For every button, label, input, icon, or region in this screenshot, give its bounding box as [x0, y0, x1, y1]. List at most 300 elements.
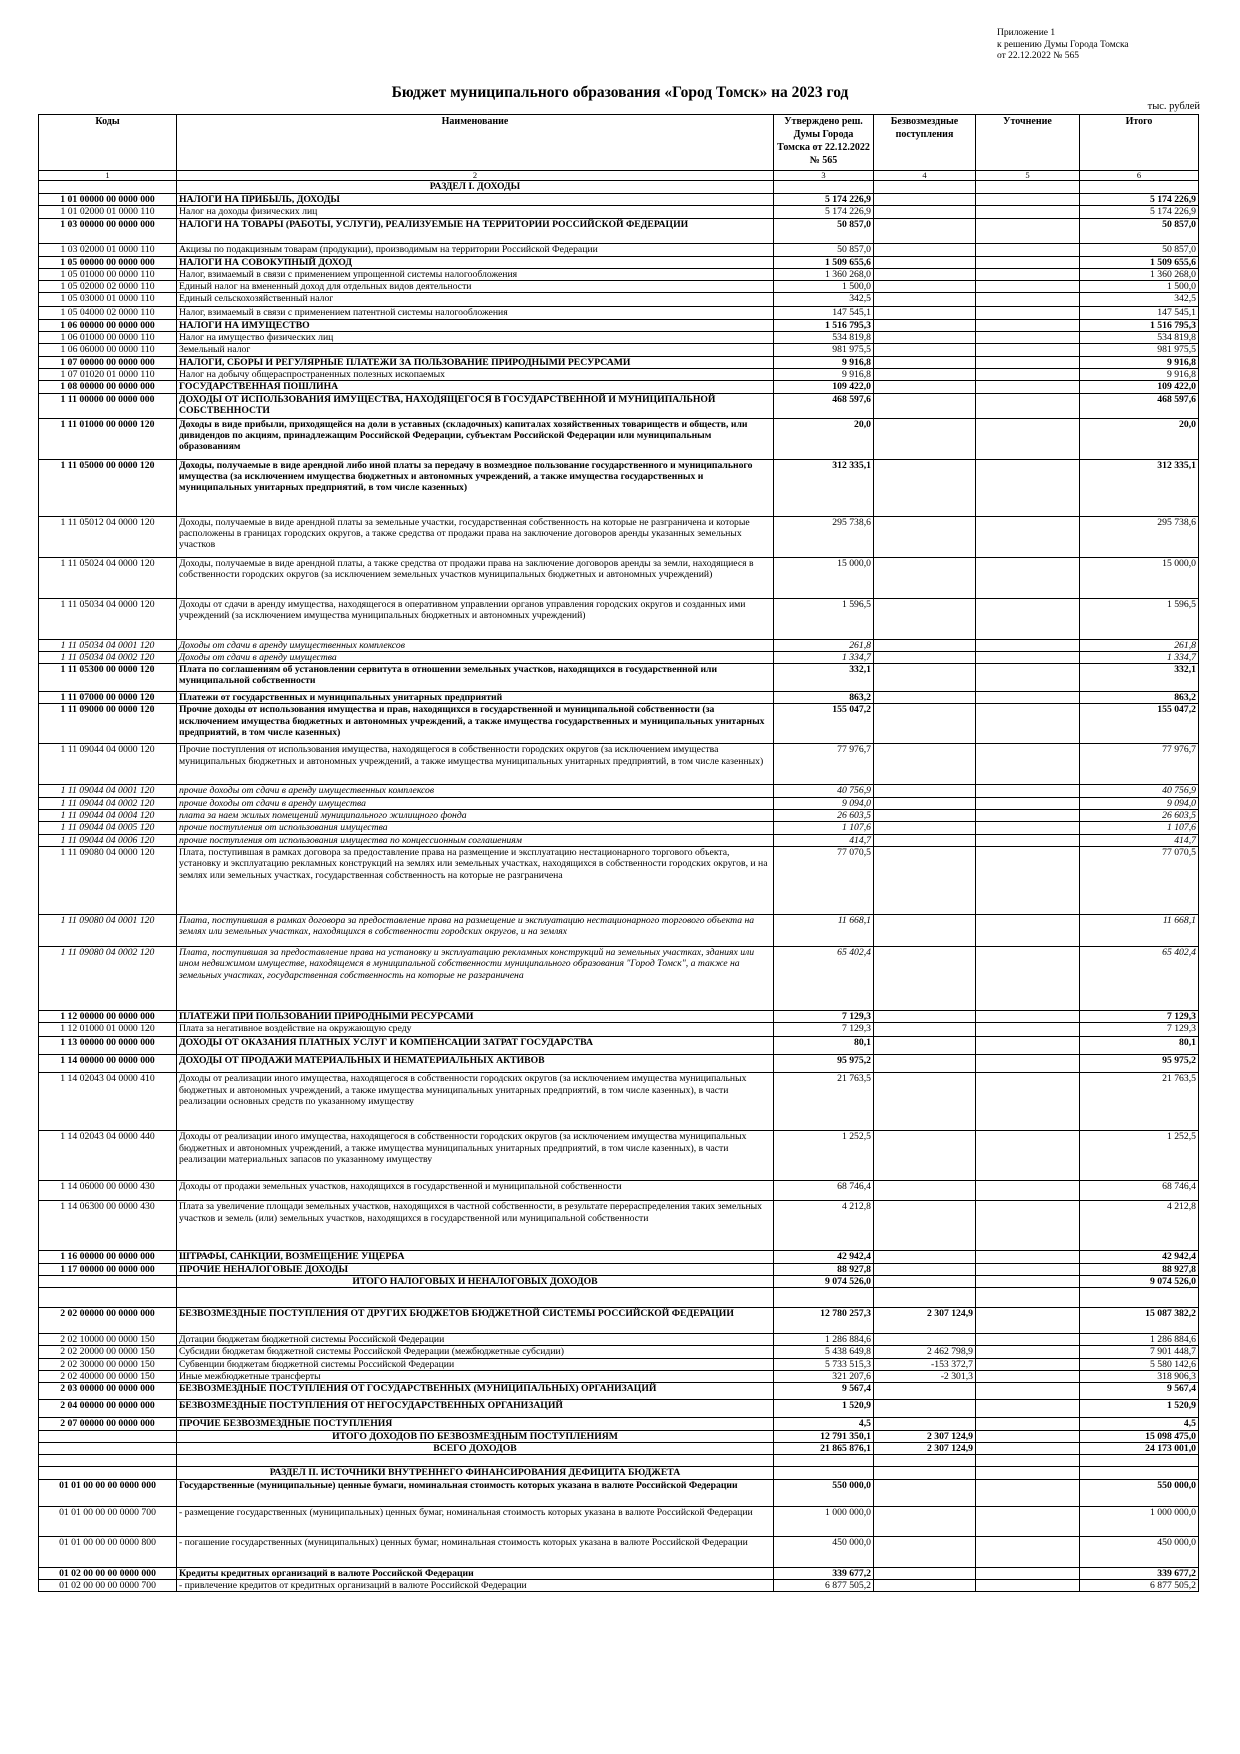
total-cell: 95 975,2 — [1080, 1055, 1199, 1073]
total-cell — [1080, 181, 1199, 194]
gratuitous-cell — [874, 797, 976, 809]
name-cell: ШТРАФЫ, САНКЦИИ, ВОЗМЕЩЕНИЕ УЩЕРБА — [177, 1251, 774, 1263]
approved-cell: 5 174 226,9 — [774, 194, 874, 206]
clarification-cell — [976, 1358, 1080, 1370]
table-row — [39, 218, 1199, 243]
clarification-cell — [976, 914, 1080, 946]
empty-cell — [1080, 1288, 1199, 1308]
total-cell: 4 212,8 — [1080, 1201, 1199, 1251]
empty-cell — [774, 1288, 874, 1308]
approved-cell: 550 000,0 — [774, 1479, 874, 1506]
table-row — [39, 1567, 1199, 1579]
table-row — [39, 692, 1199, 704]
code-cell: 1 05 03000 01 0000 110 — [39, 293, 177, 307]
name-cell: Доходы в виде прибыли, приходящейся на доли в уставных (складочных) капиталах хозяйственных товариществ и обществ, или дивидендов по акциям, принадлежащим Российской Федерации, субъектам Российской Федерации или муниципальным образованиям — [177, 418, 774, 459]
clarification-cell — [976, 206, 1080, 218]
code-cell: 1 14 06300 00 0000 430 — [39, 1201, 177, 1251]
code-cell: 1 11 01000 00 0000 120 — [39, 418, 177, 459]
name-cell: - размещение государственных (муниципальных) ценных бумаг, номинальная стоимость которых указана в валюте Российской Федерации — [177, 1506, 774, 1536]
code-cell: 1 05 00000 00 0000 000 — [39, 256, 177, 268]
clarification-cell — [976, 1567, 1080, 1579]
name-cell: Доходы от сдачи в аренду имущества — [177, 651, 774, 663]
name-cell: ПРОЧИЕ НЕНАЛОГОВЫЕ ДОХОДЫ — [177, 1263, 774, 1275]
name-cell: ГОСУДАРСТВЕННАЯ ПОШЛИНА — [177, 381, 774, 393]
spacer-row — [39, 1455, 1199, 1467]
code-cell: 1 11 09044 04 0005 120 — [39, 822, 177, 834]
total-cell: 534 819,8 — [1080, 332, 1199, 344]
total-cell: 261,8 — [1080, 639, 1199, 651]
gratuitous-cell — [874, 1023, 976, 1037]
clarification-cell — [976, 256, 1080, 268]
table-row — [39, 1479, 1199, 1506]
code-cell: 1 11 09044 04 0004 120 — [39, 810, 177, 822]
name-cell: ДОХОДЫ ОТ ИСПОЛЬЗОВАНИЯ ИМУЩЕСТВА, НАХОДЯЩЕГОСЯ В ГОСУДАРСТВЕННОЙ И МУНИЦИПАЛЬНОЙ СОБСТВЕННОСТИ — [177, 393, 774, 418]
approved-cell: 155 047,2 — [774, 704, 874, 744]
section-header-row — [39, 1467, 1199, 1479]
clarification-cell — [976, 1579, 1080, 1591]
code-cell: 01 02 00 00 00 0000 700 — [39, 1579, 177, 1591]
name-cell: Плата, поступившая в рамках договора за предоставление права на размещение и эксплуатацию нестационарного торгового объекта, установку и эксплуатацию рекламных конструкций на землях или земельных участках, находящихся в собственности городских округов, и на землях или земельных участках, государственная собственность на которые не разграничена — [177, 846, 774, 914]
clarification-cell — [976, 268, 1080, 280]
approved-cell: 863,2 — [774, 692, 874, 704]
table-row — [39, 651, 1199, 663]
clarification-cell — [976, 1430, 1080, 1442]
spacer-row — [39, 1288, 1199, 1308]
name-cell: Единый сельскохозяйственный налог — [177, 293, 774, 307]
total-cell: 15 087 382,2 — [1080, 1308, 1199, 1334]
code-cell: 2 04 00000 00 0000 000 — [39, 1400, 177, 1418]
total-cell: 1 252,5 — [1080, 1131, 1199, 1181]
name-cell: Земельный налог — [177, 344, 774, 356]
approved-cell: 1 334,7 — [774, 651, 874, 663]
clarification-cell — [976, 194, 1080, 206]
total-cell: 42 942,4 — [1080, 1251, 1199, 1263]
approved-cell: 80,1 — [774, 1037, 874, 1055]
table-row — [39, 256, 1199, 268]
table-row — [39, 914, 1199, 946]
empty-cell — [39, 1455, 177, 1467]
gratuitous-cell: -153 372,7 — [874, 1358, 976, 1370]
gratuitous-cell — [874, 1275, 976, 1287]
total-cell: 981 975,5 — [1080, 344, 1199, 356]
table-row — [39, 1383, 1199, 1400]
clarification-cell — [976, 785, 1080, 797]
gratuitous-cell — [874, 1467, 976, 1479]
approved-cell: 9 916,8 — [774, 368, 874, 380]
name-cell: ДОХОДЫ ОТ ОКАЗАНИЯ ПЛАТНЫХ УСЛУГ И КОМПЕНСАЦИИ ЗАТРАТ ГОСУДАРСТВА — [177, 1037, 774, 1055]
total-cell: 109 422,0 — [1080, 381, 1199, 393]
code-cell: 1 11 07000 00 0000 120 — [39, 692, 177, 704]
total-cell: 1 286 884,6 — [1080, 1334, 1199, 1346]
total-cell: 155 047,2 — [1080, 704, 1199, 744]
approved-cell: 295 738,6 — [774, 516, 874, 557]
table-row — [39, 1263, 1199, 1275]
code-cell: 1 03 00000 00 0000 000 — [39, 218, 177, 243]
name-cell: Кредиты кредитных организаций в валюте Российской Федерации — [177, 1567, 774, 1579]
table-row — [39, 206, 1199, 218]
gratuitous-cell — [874, 1181, 976, 1201]
name-cell: Платежи от государственных и муниципальных унитарных предприятий — [177, 692, 774, 704]
gratuitous-cell — [874, 846, 976, 914]
document-title: Бюджет муниципального образования «Город Томск» на 2023 год — [391, 84, 849, 101]
table-row — [39, 319, 1199, 331]
column-header-clarification: Уточнение — [976, 115, 1080, 171]
gratuitous-cell — [874, 834, 976, 846]
table-row — [39, 810, 1199, 822]
approved-cell: 5 733 515,3 — [774, 1358, 874, 1370]
summary-row — [39, 1275, 1199, 1287]
clarification-cell — [976, 1400, 1080, 1418]
empty-cell — [177, 1455, 774, 1467]
table-row — [39, 332, 1199, 344]
total-cell: 50 857,0 — [1080, 218, 1199, 243]
total-cell: 11 668,1 — [1080, 914, 1199, 946]
table-row — [39, 1536, 1199, 1567]
approved-cell: 4,5 — [774, 1418, 874, 1430]
table-row — [39, 1073, 1199, 1131]
clarification-cell — [976, 293, 1080, 307]
approved-cell: 77 070,5 — [774, 846, 874, 914]
table-row — [39, 344, 1199, 356]
gratuitous-cell — [874, 1536, 976, 1567]
name-cell: Плата за увеличение площади земельных участков, находящихся в частной собственности, в результате перераспределения таких земельных участков и земель (или) земельных участков, находящихся в государственной или муниципальной собственности — [177, 1201, 774, 1251]
name-cell: Плата за негативное воздействие на окружающую среду — [177, 1023, 774, 1037]
name-cell: - привлечение кредитов от кредитных организаций в валюте Российской Федерации — [177, 1579, 774, 1591]
clarification-cell — [976, 393, 1080, 418]
approved-cell: 4 212,8 — [774, 1201, 874, 1251]
code-cell: 1 11 05012 04 0000 120 — [39, 516, 177, 557]
clarification-cell — [976, 516, 1080, 557]
clarification-cell — [976, 1308, 1080, 1334]
name-cell: Доходы, получаемые в виде арендной либо иной платы за передачу в возмездное пользование государственного и муниципального имущества (за исключением имущества бюджетных и автономных учреждений, а также имущества государственных и муниципальных унитарных предприятий, в том числе казенных) — [177, 459, 774, 516]
code-cell: 1 01 02000 01 0000 110 — [39, 206, 177, 218]
code-cell: 1 11 05000 00 0000 120 — [39, 459, 177, 516]
summary-title: ВСЕГО ДОХОДОВ — [177, 1442, 774, 1454]
gratuitous-cell — [874, 692, 976, 704]
total-cell: 77 070,5 — [1080, 846, 1199, 914]
clarification-cell — [976, 1442, 1080, 1454]
gratuitous-cell — [874, 459, 976, 516]
table-row — [39, 1506, 1199, 1536]
approved-cell — [774, 181, 874, 194]
approved-cell: 68 746,4 — [774, 1181, 874, 1201]
gratuitous-cell — [874, 557, 976, 598]
clarification-cell — [976, 243, 1080, 256]
total-cell: 450 000,0 — [1080, 1536, 1199, 1567]
approved-cell: 9 567,4 — [774, 1383, 874, 1400]
approved-cell: 5 174 226,9 — [774, 206, 874, 218]
code-cell: 2 02 10000 00 0000 150 — [39, 1334, 177, 1346]
section-title: РАЗДЕЛ I. ДОХОДЫ — [177, 181, 774, 194]
clarification-cell — [976, 557, 1080, 598]
clarification-cell — [976, 1506, 1080, 1536]
approved-cell: 88 927,8 — [774, 1263, 874, 1275]
approved-cell: 9 074 526,0 — [774, 1275, 874, 1287]
table-row — [39, 744, 1199, 785]
code-cell: 1 11 09000 00 0000 120 — [39, 704, 177, 744]
table-row — [39, 1037, 1199, 1055]
gratuitous-cell — [874, 1383, 976, 1400]
gratuitous-cell — [874, 914, 976, 946]
name-cell: Плата, поступившая в рамках договора за предоставление права на размещение и эксплуатацию нестационарного торгового объекта на землях или земельных участках, находящихся в собственности городских округов, и на землях — [177, 914, 774, 946]
name-cell: НАЛОГИ НА ПРИБЫЛЬ, ДОХОДЫ — [177, 194, 774, 206]
total-cell: 65 402,4 — [1080, 946, 1199, 1010]
table-row — [39, 1418, 1199, 1430]
empty-cell — [177, 1288, 774, 1308]
name-cell: Единый налог на вмененный доход для отдельных видов деятельности — [177, 281, 774, 293]
table-row — [39, 1201, 1199, 1251]
gratuitous-cell — [874, 1263, 976, 1275]
approved-cell: 1 500,0 — [774, 281, 874, 293]
section-code-cell — [39, 1467, 177, 1479]
approved-cell: 321 207,6 — [774, 1371, 874, 1383]
gratuitous-cell — [874, 1037, 976, 1055]
total-cell: 15 000,0 — [1080, 557, 1199, 598]
total-cell: 863,2 — [1080, 692, 1199, 704]
code-cell: 01 01 00 00 00 0000 800 — [39, 1536, 177, 1567]
total-cell: 9 074 526,0 — [1080, 1275, 1199, 1287]
approved-cell: 15 000,0 — [774, 557, 874, 598]
total-cell: 1 360 268,0 — [1080, 268, 1199, 280]
clarification-cell — [976, 332, 1080, 344]
column-header-approved: Утверждено реш. Думы Города Томска от 22.12.2022 № 565 — [774, 115, 874, 171]
clarification-cell — [976, 704, 1080, 744]
total-cell: 9 916,8 — [1080, 356, 1199, 368]
clarification-cell — [976, 1334, 1080, 1346]
appendix-line: к решению Думы Города Томска — [997, 39, 1129, 50]
name-cell: Налог, взимаемый в связи с применением патентной системы налогообложения — [177, 307, 774, 319]
name-cell: прочие поступления от использования имущества по концессионным соглашениям — [177, 834, 774, 846]
approved-cell: 12 780 257,3 — [774, 1308, 874, 1334]
clarification-cell — [976, 1055, 1080, 1073]
name-cell: НАЛОГИ НА ТОВАРЫ (РАБОТЫ, УСЛУГИ), РЕАЛИЗУЕМЫЕ НА ТЕРРИТОРИИ РОССИЙСКОЙ ФЕДЕРАЦИИ — [177, 218, 774, 243]
appendix-line: от 22.12.2022 № 565 — [997, 51, 1079, 61]
approved-cell: 1 252,5 — [774, 1131, 874, 1181]
approved-cell: 1 000 000,0 — [774, 1506, 874, 1536]
name-cell: НАЛОГИ, СБОРЫ И РЕГУЛЯРНЫЕ ПЛАТЕЖИ ЗА ПОЛЬЗОВАНИЕ ПРИРОДНЫМИ РЕСУРСАМИ — [177, 356, 774, 368]
name-cell: Прочие доходы от использования имущества и прав, находящихся в государственной и муниципальной собственности (за исключением имущества бюджетных и автономных учреждений, а также имущества государственных и муниципальных унитарных предприятий, в том числе казенных) — [177, 704, 774, 744]
section-header-row — [39, 181, 1199, 194]
name-cell: Иные межбюджетные трансферты — [177, 1371, 774, 1383]
gratuitous-cell — [874, 307, 976, 319]
gratuitous-cell — [874, 822, 976, 834]
table-row — [39, 393, 1199, 418]
total-cell: 20,0 — [1080, 418, 1199, 459]
table-row — [39, 797, 1199, 809]
clarification-cell — [976, 218, 1080, 243]
total-cell: 9 094,0 — [1080, 797, 1199, 809]
name-cell: Акцизы по подакцизным товарам (продукции), производимым на территории Российской Федерации — [177, 243, 774, 256]
gratuitous-cell — [874, 344, 976, 356]
clarification-cell — [976, 1251, 1080, 1263]
code-cell: 1 11 05034 04 0002 120 — [39, 651, 177, 663]
code-cell: 01 02 00 00 00 0000 000 — [39, 1567, 177, 1579]
gratuitous-cell: 2 307 124,9 — [874, 1430, 976, 1442]
table-row — [39, 1131, 1199, 1181]
clarification-cell — [976, 356, 1080, 368]
code-cell: 1 08 00000 00 0000 000 — [39, 381, 177, 393]
gratuitous-cell — [874, 319, 976, 331]
gratuitous-cell — [874, 281, 976, 293]
approved-cell: 7 129,3 — [774, 1010, 874, 1022]
gratuitous-cell — [874, 1567, 976, 1579]
name-cell: - погашение государственных (муниципальных) ценных бумаг, номинальная стоимость которых указана в валюте Российской Федерации — [177, 1536, 774, 1567]
gratuitous-cell — [874, 1506, 976, 1536]
table-row — [39, 1400, 1199, 1418]
approved-cell: 1 107,6 — [774, 822, 874, 834]
gratuitous-cell — [874, 332, 976, 344]
approved-cell: 21 865 876,1 — [774, 1442, 874, 1454]
empty-cell — [874, 1288, 976, 1308]
approved-cell: 6 877 505,2 — [774, 1579, 874, 1591]
code-cell: 1 11 09044 04 0000 120 — [39, 744, 177, 785]
approved-cell — [774, 1467, 874, 1479]
total-cell: 414,7 — [1080, 834, 1199, 846]
gratuitous-cell — [874, 1010, 976, 1022]
code-cell: 1 05 01000 00 0000 110 — [39, 268, 177, 280]
code-cell: 1 11 09044 04 0001 120 — [39, 785, 177, 797]
approved-cell: 1 516 795,3 — [774, 319, 874, 331]
approved-cell: 1 286 884,6 — [774, 1334, 874, 1346]
approved-cell: 26 603,5 — [774, 810, 874, 822]
approved-cell: 468 597,6 — [774, 393, 874, 418]
code-cell: 1 05 04000 02 0000 110 — [39, 307, 177, 319]
column-number: 3 — [774, 171, 874, 181]
clarification-cell — [976, 281, 1080, 293]
gratuitous-cell — [874, 704, 976, 744]
name-cell: Доходы от сдачи в аренду имущества, находящегося в оперативном управлении органов управления городских округов и созданных ими учреждений (за исключением имущества муниципальных бюджетных и автономных учреждений) — [177, 598, 774, 639]
clarification-cell — [976, 797, 1080, 809]
gratuitous-cell — [874, 651, 976, 663]
total-cell: 1 334,7 — [1080, 651, 1199, 663]
gratuitous-cell — [874, 1334, 976, 1346]
name-cell: прочие доходы от сдачи в аренду имущественных комплексов — [177, 785, 774, 797]
gratuitous-cell — [874, 181, 976, 194]
table-row — [39, 1055, 1199, 1073]
gratuitous-cell — [874, 946, 976, 1010]
name-cell: прочие поступления от использования имущества — [177, 822, 774, 834]
appendix-note — [997, 28, 1129, 63]
clarification-cell — [976, 822, 1080, 834]
clarification-cell — [976, 744, 1080, 785]
name-cell: Дотации бюджетам бюджетной системы Российской Федерации — [177, 1334, 774, 1346]
clarification-cell — [976, 1010, 1080, 1022]
table-row — [39, 1371, 1199, 1383]
total-cell: 6 877 505,2 — [1080, 1579, 1199, 1591]
total-cell: 7 901 448,7 — [1080, 1346, 1199, 1358]
column-header-total: Итого — [1080, 115, 1199, 171]
name-cell: Налог на имущество физических лиц — [177, 332, 774, 344]
total-cell: 9 916,8 — [1080, 368, 1199, 380]
clarification-cell — [976, 810, 1080, 822]
table-row — [39, 704, 1199, 744]
table-row — [39, 822, 1199, 834]
table-row — [39, 307, 1199, 319]
clarification-cell — [976, 1275, 1080, 1287]
empty-cell — [976, 1288, 1080, 1308]
total-cell: 1 596,5 — [1080, 598, 1199, 639]
clarification-cell — [976, 639, 1080, 651]
table-row — [39, 664, 1199, 692]
name-cell: Субвенции бюджетам бюджетной системы Российской Федерации — [177, 1358, 774, 1370]
approved-cell: 77 976,7 — [774, 744, 874, 785]
name-cell: Прочие поступления от использования имущества, находящегося в собственности городских округов (за исключением имущества муниципальных бюджетных и автономных учреждений, а также имущества муниципальных унитарных предприятий, в том числе казенных) — [177, 744, 774, 785]
clarification-cell — [976, 1131, 1080, 1181]
clarification-cell — [976, 368, 1080, 380]
code-cell: 1 06 00000 00 0000 000 — [39, 319, 177, 331]
code-cell: 1 12 00000 00 0000 000 — [39, 1010, 177, 1022]
clarification-cell — [976, 319, 1080, 331]
total-cell: 468 597,6 — [1080, 393, 1199, 418]
approved-cell: 1 360 268,0 — [774, 268, 874, 280]
approved-cell: 414,7 — [774, 834, 874, 846]
name-cell: БЕЗВОЗМЕЗДНЫЕ ПОСТУПЛЕНИЯ ОТ ДРУГИХ БЮДЖЕТОВ БЮДЖЕТНОЙ СИСТЕМЫ РОССИЙСКОЙ ФЕДЕРАЦИИ — [177, 1308, 774, 1334]
gratuitous-cell — [874, 418, 976, 459]
table-row — [39, 194, 1199, 206]
code-cell: 2 02 30000 00 0000 150 — [39, 1358, 177, 1370]
name-cell: Доходы, получаемые в виде арендной платы, а также средства от продажи права на заключение договоров аренды за земли, находящиеся в собственности городских округов (за исключением земельных участков муниципальных бюджетных и автономных учреждений) — [177, 557, 774, 598]
name-cell: плата за наем жилых помещений муниципального жилищного фонда — [177, 810, 774, 822]
code-cell: 1 11 05034 04 0001 120 — [39, 639, 177, 651]
clarification-cell — [976, 598, 1080, 639]
approved-cell: 20,0 — [774, 418, 874, 459]
name-cell: НАЛОГИ НА СОВОКУПНЫЙ ДОХОД — [177, 256, 774, 268]
code-cell: 2 02 00000 00 0000 000 — [39, 1308, 177, 1334]
table-row — [39, 381, 1199, 393]
clarification-cell — [976, 418, 1080, 459]
code-cell: 1 11 05024 04 0000 120 — [39, 557, 177, 598]
clarification-cell — [976, 344, 1080, 356]
clarification-cell — [976, 1263, 1080, 1275]
gratuitous-cell: -2 301,3 — [874, 1371, 976, 1383]
code-cell: 1 11 09044 04 0006 120 — [39, 834, 177, 846]
clarification-cell — [976, 1201, 1080, 1251]
code-cell: 2 07 00000 00 0000 000 — [39, 1418, 177, 1430]
name-cell: Доходы от реализации иного имущества, находящегося в собственности городских округов (за исключением имущества муниципальных бюджетных и автономных учреждений, а также имущества муниципальных унитарных предприятий, в том числе казенных), в части реализации основных средств по указанному имуществу — [177, 1073, 774, 1131]
column-number-row — [39, 171, 1199, 181]
total-cell: 295 738,6 — [1080, 516, 1199, 557]
code-cell: 1 11 00000 00 0000 000 — [39, 393, 177, 418]
name-cell: БЕЗВОЗМЕЗДНЫЕ ПОСТУПЛЕНИЯ ОТ ГОСУДАРСТВЕННЫХ (МУНИЦИПАЛЬНЫХ) ОРГАНИЗАЦИЙ — [177, 1383, 774, 1400]
approved-cell: 450 000,0 — [774, 1536, 874, 1567]
code-cell: 1 16 00000 00 0000 000 — [39, 1251, 177, 1263]
name-cell: Налог на добычу общераспространенных полезных ископаемых — [177, 368, 774, 380]
name-cell: Доходы от реализации иного имущества, находящегося в собственности городских округов (за исключением имущества муниципальных бюджетных и автономных учреждений, а также имущества муниципальных унитарных предприятий, в том числе казенных), в части реализации материальных запасов по указанному имуществу — [177, 1131, 774, 1181]
gratuitous-cell — [874, 356, 976, 368]
empty-cell — [774, 1455, 874, 1467]
code-cell: 1 11 05300 00 0000 120 — [39, 664, 177, 692]
clarification-cell — [976, 1479, 1080, 1506]
approved-cell: 1 509 655,6 — [774, 256, 874, 268]
total-cell: 26 603,5 — [1080, 810, 1199, 822]
gratuitous-cell — [874, 516, 976, 557]
empty-cell — [39, 1288, 177, 1308]
total-cell: 15 098 475,0 — [1080, 1430, 1199, 1442]
gratuitous-cell — [874, 256, 976, 268]
clarification-cell — [976, 181, 1080, 194]
clarification-cell — [976, 381, 1080, 393]
total-cell: 1 516 795,3 — [1080, 319, 1199, 331]
total-cell: 550 000,0 — [1080, 1479, 1199, 1506]
code-cell: 2 03 00000 00 0000 000 — [39, 1383, 177, 1400]
column-header-name: Наименование — [177, 115, 774, 171]
code-cell: 1 11 09080 04 0002 120 — [39, 946, 177, 1010]
total-cell: 80,1 — [1080, 1037, 1199, 1055]
code-cell — [39, 1275, 177, 1287]
approved-cell: 42 942,4 — [774, 1251, 874, 1263]
clarification-cell — [976, 1536, 1080, 1567]
name-cell: Доходы от продажи земельных участков, находящихся в государственной и муниципальной собственности — [177, 1181, 774, 1201]
